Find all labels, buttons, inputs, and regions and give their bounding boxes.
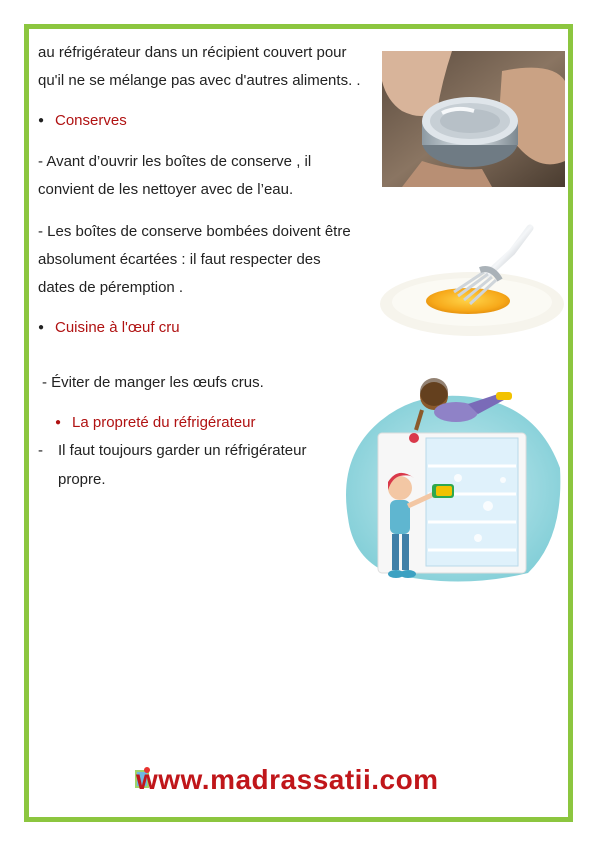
heading-oeuf-cru: Cuisine à l'œuf cru — [55, 319, 180, 336]
bullet-icon: ● — [38, 322, 45, 333]
can-photo — [382, 51, 565, 187]
egg-photo — [380, 222, 565, 342]
frigo-dash: - — [38, 442, 43, 459]
heading-frigo: La propreté du réfrigérateur — [72, 414, 256, 431]
conserves-para2-line1: - Les boîtes de conserve bombées doivent être — [38, 223, 351, 240]
conserves-para1-line2: convient de les nettoyer avec de l’eau. — [38, 181, 294, 198]
paragraph-top-line2: qu'il ne se mélange pas avec d'autres aliments. . — [38, 72, 361, 89]
heading-conserves: Conserves — [55, 112, 127, 129]
bullet-icon: ● — [38, 115, 45, 126]
paragraph-top-line1: au réfrigérateur dans un récipient couvert pour — [38, 44, 347, 61]
oeuf-cru-text: - Éviter de manger les œufs crus. — [42, 374, 264, 391]
bullet-icon: ● — [55, 417, 62, 428]
frigo-line2: propre. — [58, 471, 106, 488]
fridge-illustration — [338, 368, 564, 590]
conserves-para2-line2: absolument écartées : il faut respecter des — [38, 251, 321, 268]
footer-website-link[interactable]: www.madrassatii.com — [136, 764, 439, 795]
frigo-line1: Il faut toujours garder un réfrigérateur — [58, 442, 307, 459]
conserves-para2-line3: dates de péremption . — [38, 279, 184, 296]
conserves-para1-line1: - Avant d’ouvrir les boîtes de conserve , il — [38, 153, 312, 170]
